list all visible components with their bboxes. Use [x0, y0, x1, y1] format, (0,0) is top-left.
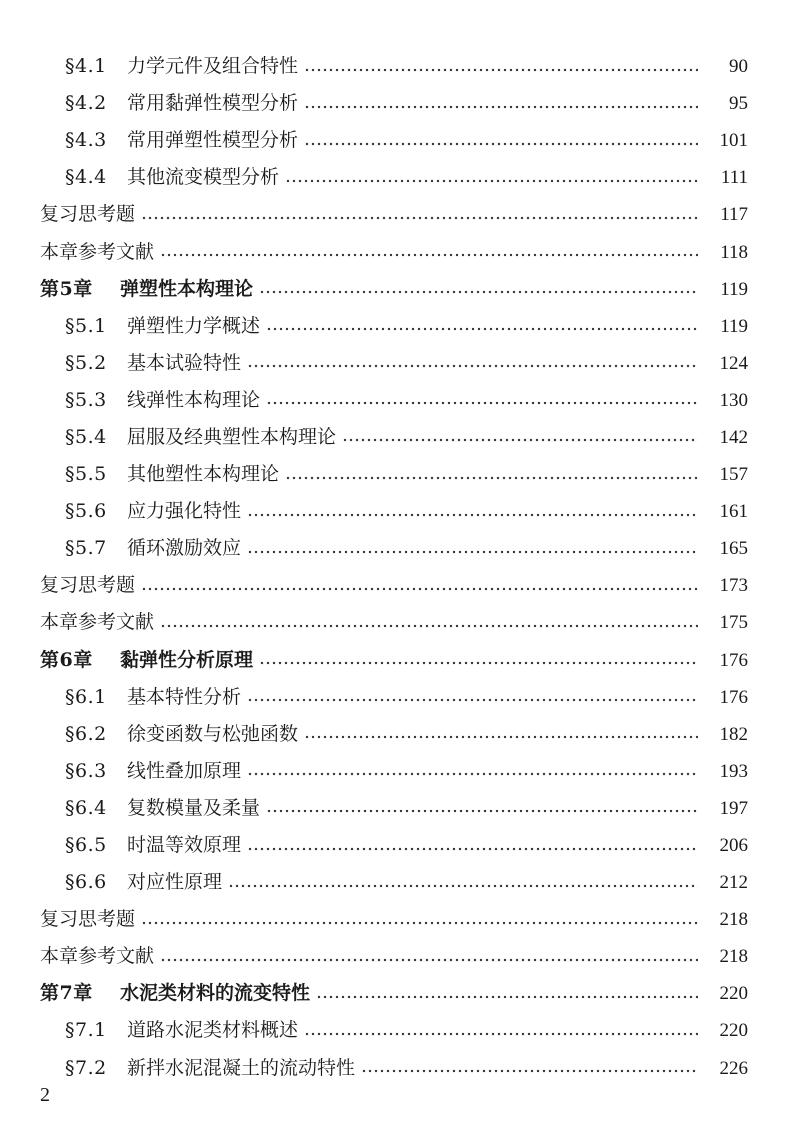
toc-entry-plain — [0, 196, 790, 233]
toc-entry-title: 常用黏弹性模型分析 — [127, 92, 299, 115]
toc-entry-number: §4.1 — [65, 55, 107, 78]
toc-entry-plain — [0, 233, 790, 270]
toc-entry-section — [0, 864, 790, 901]
toc-entry-section — [0, 1012, 790, 1049]
toc-entry-title: 屈服及经典塑性本构理论 — [127, 425, 337, 448]
toc-dot-leader — [285, 476, 698, 480]
toc-dot-leader — [247, 513, 698, 517]
toc-entry-page: 226 — [719, 1057, 748, 1079]
toc-entry-page: 95 — [729, 93, 748, 115]
toc-dot-leader — [285, 179, 698, 183]
toc-entry-page: 117 — [720, 204, 748, 226]
toc-entry-page: 142 — [719, 426, 748, 448]
toc-entry-number: §5.4 — [65, 425, 107, 448]
toc-entry-page: 124 — [719, 352, 748, 374]
toc-entry-page: 157 — [719, 464, 748, 486]
toc-entry-plain — [0, 567, 790, 604]
toc-dot-leader — [141, 216, 698, 220]
toc-dot-leader — [266, 327, 698, 331]
toc-entry-number: 第6章 — [40, 648, 93, 671]
toc-entry-number: §6.2 — [65, 722, 107, 745]
toc-entry-number: §4.2 — [65, 92, 107, 115]
toc-dot-leader — [266, 809, 698, 813]
toc-entry-number: §5.3 — [65, 388, 107, 411]
toc-entry-number: §5.6 — [65, 500, 107, 523]
toc-dot-leader — [247, 847, 698, 851]
toc-entry-title: 黏弹性分析原理 — [120, 648, 254, 671]
toc-entry-chapter — [0, 271, 790, 308]
toc-entry-page: 197 — [719, 797, 748, 819]
toc-entry-page: 218 — [719, 946, 748, 968]
toc-entry-section — [0, 419, 790, 456]
toc-entry-chapter — [0, 975, 790, 1012]
toc-entry-number: §5.7 — [65, 537, 107, 560]
toc-entry-number: §4.3 — [65, 129, 107, 152]
toc-dot-leader — [228, 884, 698, 888]
toc-entry-title: 线弹性本构理论 — [127, 388, 261, 411]
toc-entry-number: §6.3 — [65, 759, 107, 782]
toc-dot-leader — [247, 550, 698, 554]
toc-entry-section — [0, 790, 790, 827]
toc-entry-chapter — [0, 642, 790, 679]
toc-entry-page: 176 — [719, 686, 748, 708]
toc-entry-number: §5.1 — [65, 314, 107, 337]
toc-entry-title: 复习思考题 — [40, 908, 136, 931]
toc-entry-title: 弹塑性力学概述 — [127, 314, 261, 337]
toc-entry-page: 212 — [719, 872, 748, 894]
toc-dot-leader — [247, 364, 698, 368]
toc-dot-leader — [160, 958, 698, 962]
toc-dot-leader — [259, 290, 698, 294]
table-of-contents — [0, 48, 790, 1087]
toc-dot-leader — [304, 1032, 698, 1036]
toc-entry-page: 193 — [719, 760, 748, 782]
toc-entry-section — [0, 159, 790, 196]
toc-entry-title: 徐变函数与松弛函数 — [127, 722, 299, 745]
toc-entry-page: 176 — [719, 649, 748, 671]
toc-entry-page: 130 — [719, 389, 748, 411]
toc-entry-section — [0, 48, 790, 85]
toc-entry-title: 基本试验特性 — [127, 351, 242, 374]
toc-entry-title: 循环激励效应 — [127, 537, 242, 560]
toc-entry-title: 道路水泥类材料概述 — [127, 1019, 299, 1042]
toc-entry-page: 175 — [719, 612, 748, 634]
toc-dot-leader — [160, 253, 698, 257]
toc-entry-number: §7.2 — [65, 1056, 107, 1079]
page-number: 2 — [40, 1084, 50, 1106]
toc-entry-section — [0, 753, 790, 790]
toc-entry-title: 其他流变模型分析 — [127, 166, 280, 189]
toc-entry-page: 182 — [719, 723, 748, 745]
toc-entry-number: §5.2 — [65, 351, 107, 374]
toc-entry-title: 水泥类材料的流变特性 — [120, 982, 311, 1005]
toc-entry-title: 力学元件及组合特性 — [127, 55, 299, 78]
toc-entry-section — [0, 308, 790, 345]
toc-entry-title: 其他塑性本构理论 — [127, 463, 280, 486]
toc-entry-title: 对应性原理 — [127, 871, 223, 894]
toc-entry-title: 应力强化特性 — [127, 500, 242, 523]
toc-entry-section — [0, 716, 790, 753]
toc-entry-number: §7.1 — [65, 1019, 107, 1042]
toc-entry-number: §4.4 — [65, 166, 107, 189]
toc-entry-page: 206 — [719, 835, 748, 857]
toc-entry-section — [0, 530, 790, 567]
toc-entry-page: 161 — [719, 501, 748, 523]
toc-dot-leader — [304, 105, 698, 109]
toc-entry-page: 119 — [720, 315, 748, 337]
toc-entry-number: §6.4 — [65, 796, 107, 819]
toc-entry-page: 220 — [719, 1020, 748, 1042]
toc-entry-page: 119 — [720, 278, 748, 300]
toc-entry-section — [0, 456, 790, 493]
toc-entry-number: §6.5 — [65, 834, 107, 857]
toc-entry-title: 线性叠加原理 — [127, 759, 242, 782]
toc-dot-leader — [361, 1069, 698, 1073]
toc-entry-page: 111 — [720, 167, 748, 189]
toc-entry-section — [0, 85, 790, 122]
toc-dot-leader — [160, 624, 698, 628]
toc-dot-leader — [304, 735, 698, 739]
toc-entry-title: 新拌水泥混凝土的流动特性 — [127, 1056, 356, 1079]
toc-entry-page: 90 — [729, 56, 748, 78]
toc-entry-section — [0, 827, 790, 864]
toc-entry-title: 时温等效原理 — [127, 834, 242, 857]
toc-dot-leader — [342, 438, 698, 442]
toc-entry-title: 常用弹塑性模型分析 — [127, 129, 299, 152]
toc-entry-page: 220 — [719, 983, 748, 1005]
toc-entry-title: 基本特性分析 — [127, 685, 242, 708]
toc-entry-title: 复数模量及柔量 — [127, 796, 261, 819]
toc-entry-title: 本章参考文献 — [40, 611, 155, 634]
toc-entry-number: §6.6 — [65, 871, 107, 894]
toc-entry-title: 弹塑性本构理论 — [120, 277, 254, 300]
toc-entry-plain — [0, 901, 790, 938]
toc-entry-title: 本章参考文献 — [40, 945, 155, 968]
toc-entry-section — [0, 122, 790, 159]
toc-entry-number: 第7章 — [40, 982, 93, 1005]
toc-dot-leader — [247, 698, 698, 702]
toc-dot-leader — [247, 772, 698, 776]
toc-entry-number: §5.5 — [65, 463, 107, 486]
toc-entry-section — [0, 345, 790, 382]
toc-entry-plain — [0, 604, 790, 641]
toc-dot-leader — [141, 587, 698, 591]
toc-entry-title: 本章参考文献 — [40, 240, 155, 263]
toc-entry-page: 101 — [719, 130, 748, 152]
toc-dot-leader — [304, 68, 698, 72]
toc-dot-leader — [259, 661, 698, 665]
toc-entry-page: 118 — [720, 241, 748, 263]
toc-entry-section — [0, 679, 790, 716]
toc-entry-number: 第5章 — [40, 277, 93, 300]
toc-entry-number: §6.1 — [65, 685, 107, 708]
toc-entry-title: 复习思考题 — [40, 203, 136, 226]
toc-entry-plain — [0, 938, 790, 975]
toc-dot-leader — [316, 995, 698, 999]
toc-dot-leader — [141, 921, 698, 925]
toc-entry-page: 218 — [719, 909, 748, 931]
toc-entry-section — [0, 493, 790, 530]
toc-entry-section — [0, 1050, 790, 1087]
toc-entry-page: 173 — [719, 575, 748, 597]
toc-entry-page: 165 — [719, 538, 748, 560]
toc-dot-leader — [304, 142, 698, 146]
toc-entry-section — [0, 382, 790, 419]
toc-dot-leader — [266, 401, 698, 405]
toc-entry-title: 复习思考题 — [40, 574, 136, 597]
